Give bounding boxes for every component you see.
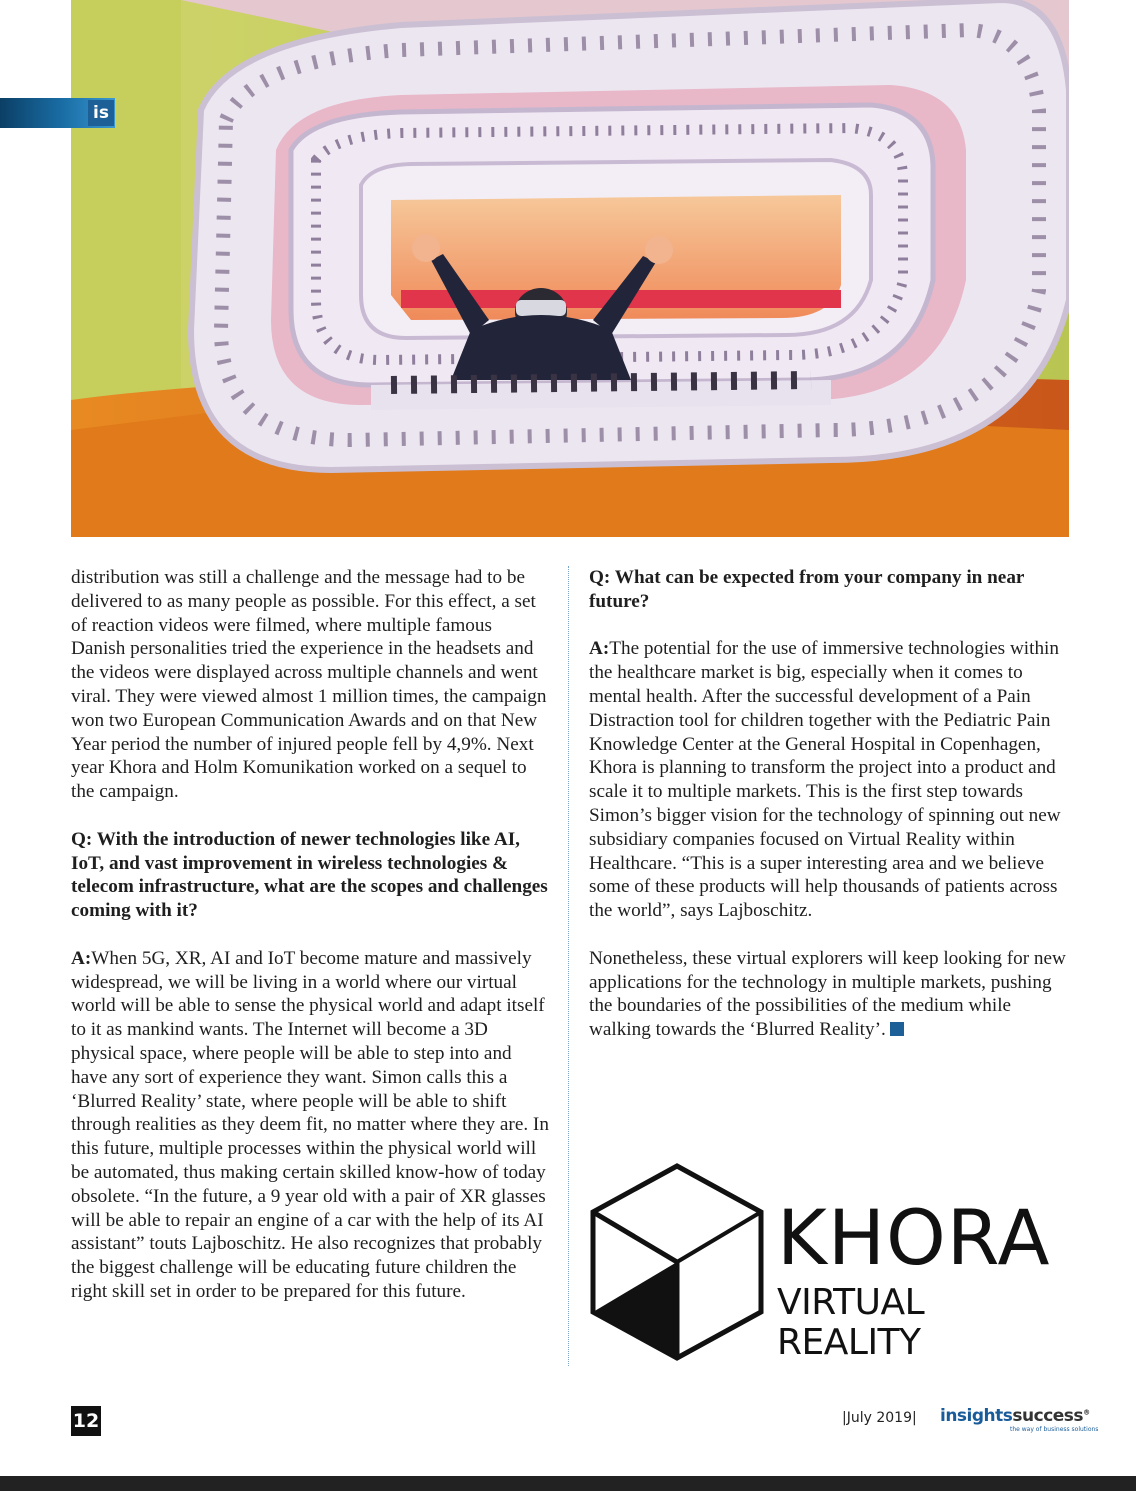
closing-text: Nonetheless, these virtual explorers will keep looking for new applications for the technology in multiple markets, pushing the boundaries of the possibilities of the medium while walking towards the ‘Blurred Reality’. [589, 947, 1066, 1041]
right-column [589, 566, 1067, 1066]
paragraph-distribution: distribution was still a challenge and the message had to be delivered to as many people as possible. For this effect, a set of reaction videos were filmed, where multiple famous Danish personalities tried the experience in the headsets and the videos were displayed across multiple channels and went viral. They were viewed almost 1 million times, the campaign won two European Communication Awards and on that New Year period the number of injured people fell by 4,9%. Next year Khora and Holm Komunikation worked on a sequel to the campaign. [71, 567, 547, 803]
column-divider [568, 566, 569, 1366]
bottom-bar [0, 1476, 1136, 1491]
khora-cube-icon [587, 1160, 767, 1370]
answer-technologies [71, 947, 549, 1304]
answer-text: The potential for the use of immersive technologies within the healthcare market is big, especially when it comes to mental health. After the successful development of a Pain Distraction tool for children together with the Pediatric Pain Knowledge Center at the General Hospital in Copenhagen, Khora is planning to transform the project into a product and scale it to multiple markets. This is the first step towards Simon’s bigger vision for the technology of spinning out new subsidiary companies focused on Virtual Reality within Healthcare. “This is a super interesting area and we believe some of these products will help thousands of patients across the world”, says Lajboschitz. [589, 638, 1061, 922]
brand-reg: ® [1083, 1408, 1090, 1417]
question-technologies: Q: With the introduction of newer technologies like AI, IoT, and vast improvement in wireless technologies & telecom infrastructure, what are the scopes and challenges coming with it? [71, 828, 548, 922]
answer-text: When 5G, XR, AI and IoT become mature and massively widespread, we will be living in a world where our virtual world will be able to sense the physical world and adapt itself to it as mankind wants. The Internet will become a 3D physical space, where people will be able to step into and have any sort of experience they want. Simon calls this a ‘Blurred Reality’ state, where people will be able to shift through realities as they deem fit, no matter where they are. In this future, multiple processes within the physical world will be automated, thus making certain skilled know-how of today obsolete. “In the future, a 9 year old with a pair of XR glasses will be able to repair an engine of a car with the help of its AI assistant” touts Lajboschitz. He also recognizes that probably the biggest challenge will be educating future children the right skill set in order to be prepared for this future. [71, 947, 549, 1302]
question-future: Q: What can be expected from your company in near future? [589, 567, 1025, 612]
khora-wordmark: KHORA [777, 1193, 1051, 1282]
hero-photo [71, 0, 1069, 537]
khora-tagline: VIRTUAL REALITY [777, 1282, 925, 1363]
end-mark-icon [890, 1022, 904, 1036]
answer-future [589, 637, 1067, 923]
left-column [71, 566, 549, 1328]
brand-subtitle: the way of business solutions [1010, 1426, 1099, 1433]
is-logo-icon: is [88, 100, 114, 126]
answer-label: A: [589, 638, 610, 660]
answer-label: A: [71, 947, 92, 969]
brand-part2: success [1012, 1406, 1084, 1426]
brand-part1: insights [940, 1406, 1013, 1426]
page-number: 12 [71, 1406, 101, 1436]
khora-logo [587, 1160, 1067, 1370]
issue-date: |July 2019| [842, 1410, 917, 1426]
insights-success-brand [940, 1406, 1090, 1426]
paragraph-closing [589, 947, 1067, 1042]
